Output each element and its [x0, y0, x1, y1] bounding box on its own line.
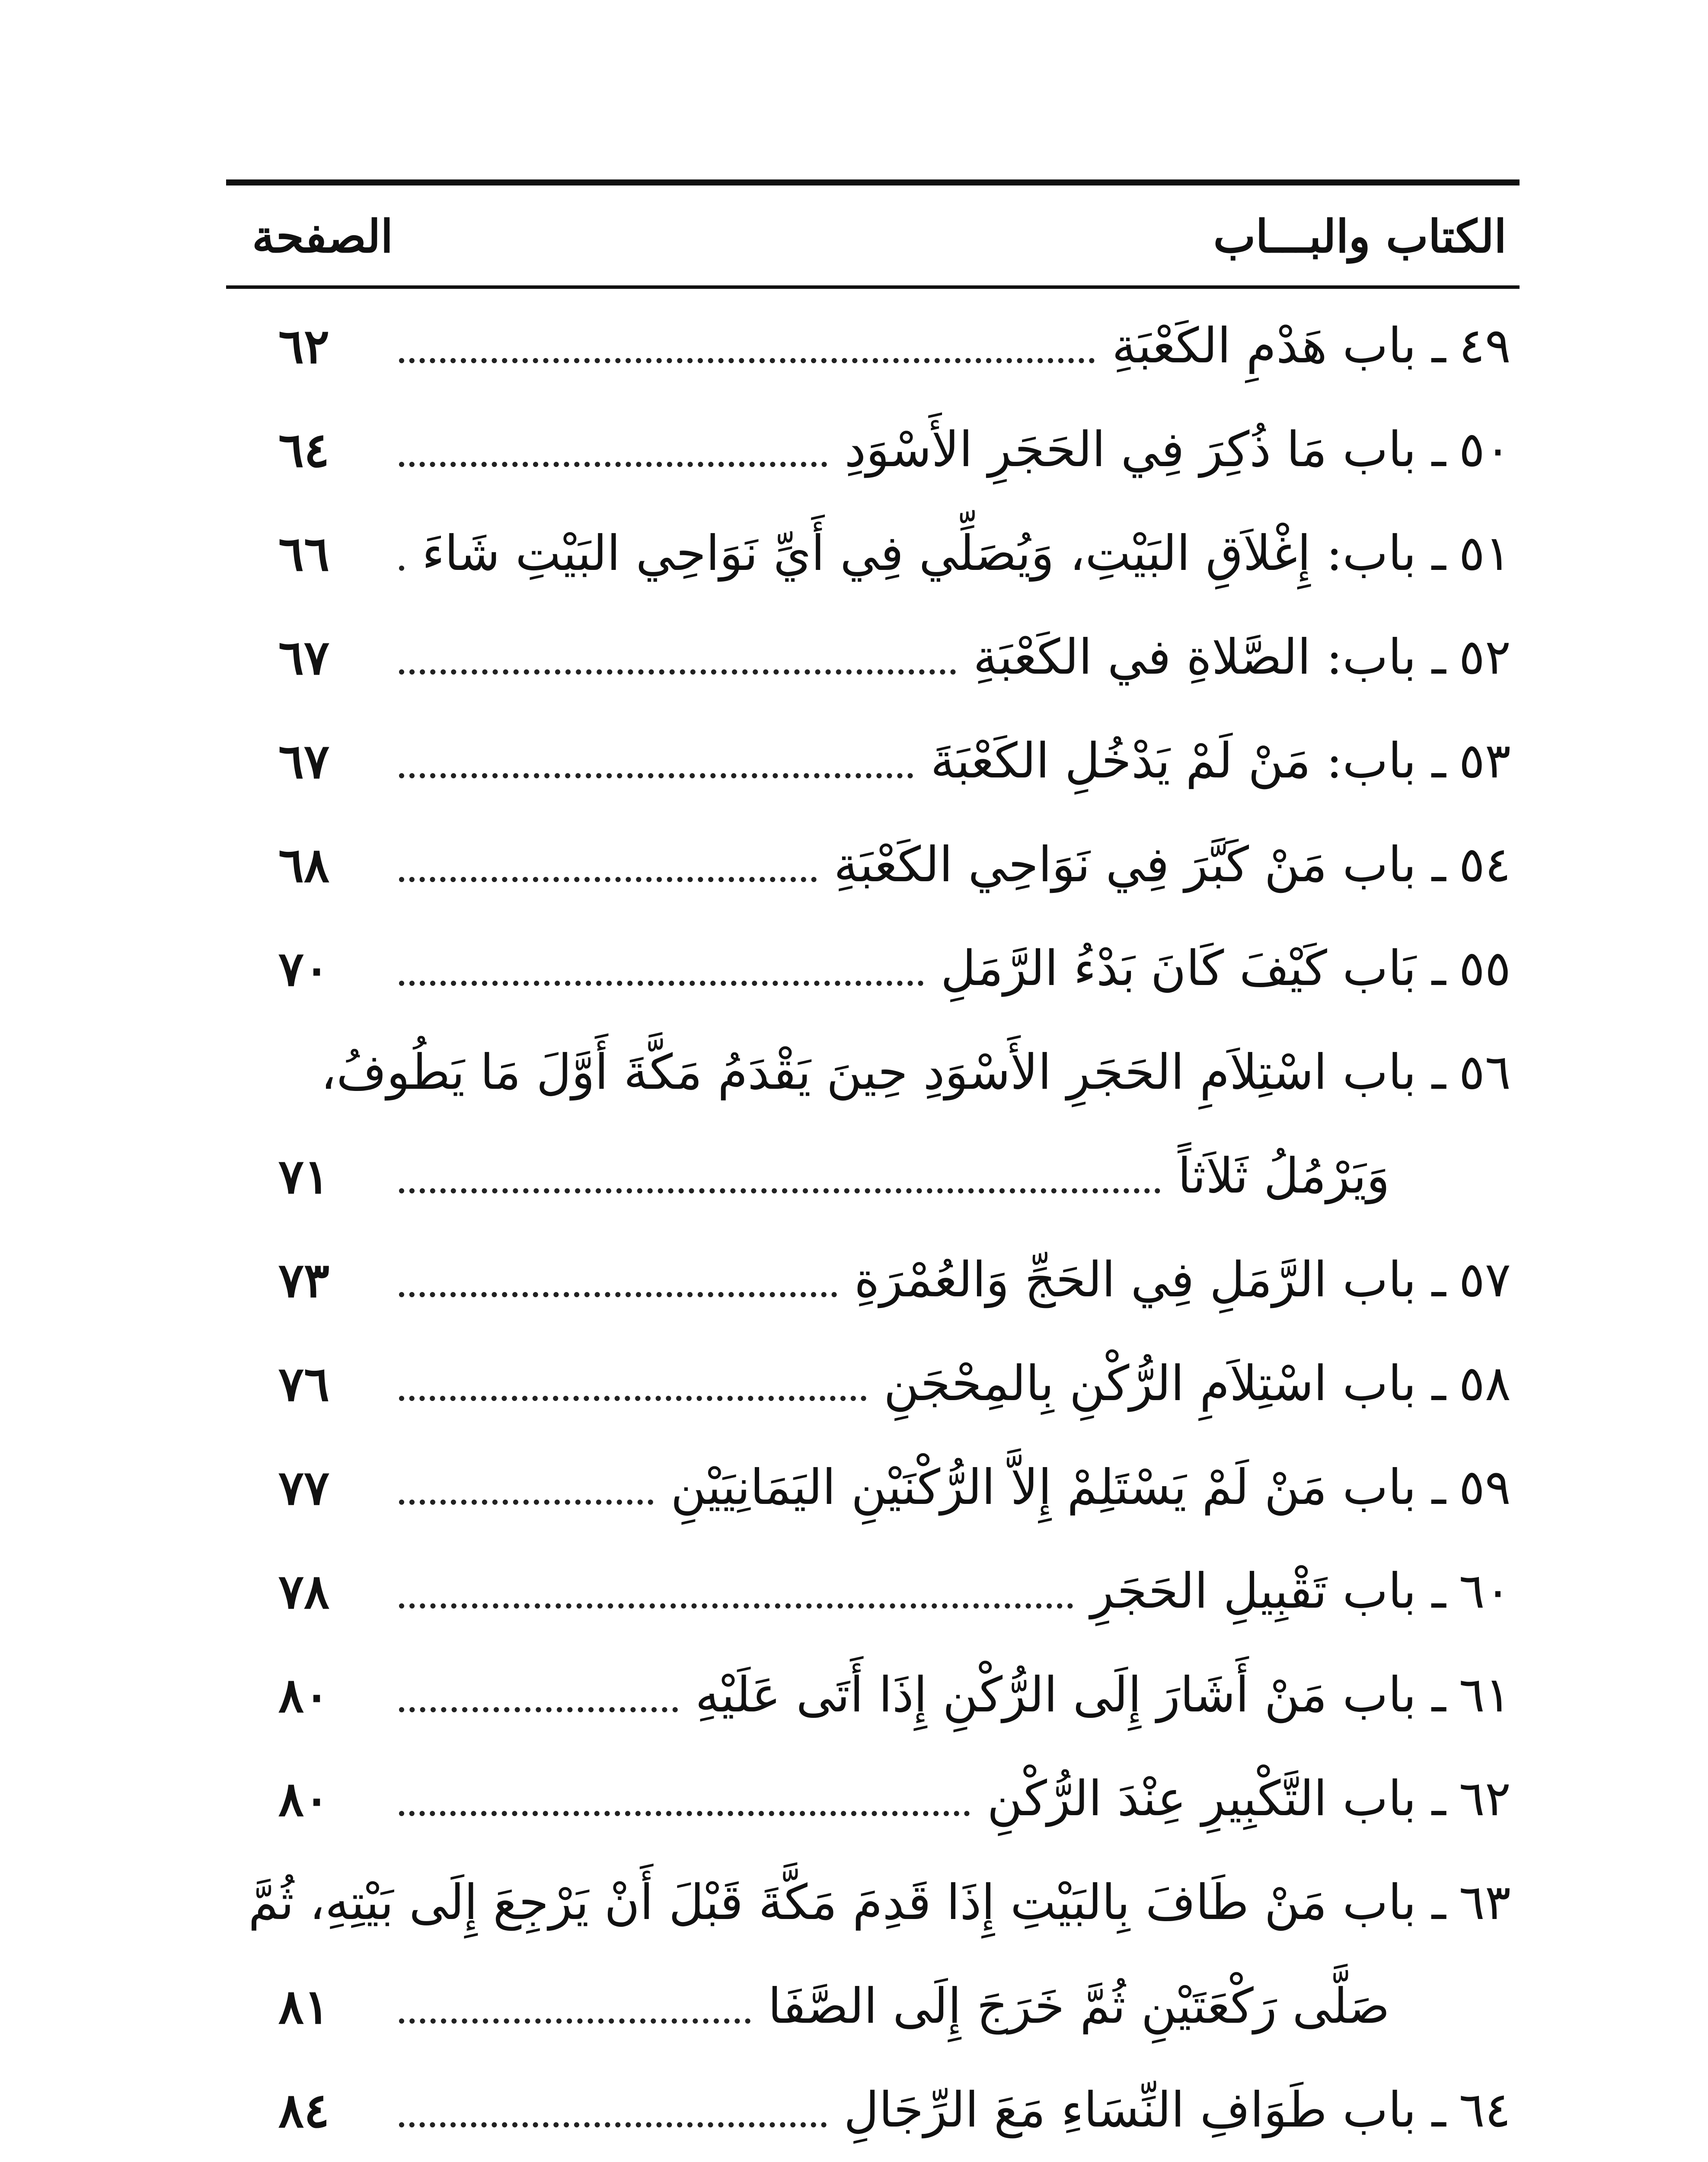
- toc-entry-dash: ـ: [1416, 422, 1446, 478]
- toc-entry-number: ٤٩: [1459, 318, 1511, 374]
- toc-entry-dash: ـ: [1416, 2082, 1446, 2138]
- toc-entry-text: باب مَنْ طَافَ بِالبَيْتِ إِذَا قَدِمَ مَكَّةَ قَبْلَ أَنْ يَرْجِعَ إِلَى بَيْتِهِ، ثُمَّ: [248, 1874, 1417, 1931]
- toc-entry-text: باب: الصَّلاةِ في الكَعْبَةِ: [973, 629, 1417, 685]
- dot-leader: [399, 1811, 970, 1816]
- toc-entry-number: ٦٢: [1459, 1771, 1511, 1827]
- toc-entry-line: [226, 398, 1520, 502]
- dot-leader: [399, 1188, 1160, 1193]
- toc-entry-dash: ـ: [1416, 1667, 1446, 1723]
- toc-entry-page: ٨٠: [278, 1667, 330, 1723]
- dot-leader: [399, 877, 817, 882]
- toc-entry-title: [973, 629, 1520, 685]
- toc-entry-number: ٦٤: [1459, 2082, 1511, 2138]
- toc-entry-title: [930, 733, 1520, 789]
- toc-entry-title: [1090, 1563, 1520, 1619]
- toc-entry-line: [226, 1954, 1520, 2058]
- toc-entry-number: ٥٠: [1459, 422, 1511, 478]
- toc-entry-text: باب: إِغْلاَقِ البَيْتِ، وَيُصَلِّي فِي أَيِّ نَوَاحِي البَيْتِ شَاءَ: [421, 525, 1417, 582]
- toc-entry: [226, 1851, 1520, 2058]
- toc-entry: [226, 1436, 1520, 1539]
- toc-entry: [226, 813, 1520, 917]
- toc-list: [226, 294, 1520, 2162]
- toc-entry-line: [226, 1539, 1520, 1643]
- toc-entry-page: ٦٧: [278, 629, 330, 685]
- toc-entry-page: ٨٠: [278, 1771, 330, 1827]
- toc-entry-text: باب اسْتِلاَمِ الحَجَرِ الأَسْوَدِ حِينَ يَقْدَمُ مَكَّةَ أَوَّلَ مَا يَطُوفُ،: [320, 1044, 1417, 1100]
- toc-entry-title: [248, 1874, 1520, 1931]
- toc-entry-text: باب هَدْمِ الكَعْبَةِ: [1112, 318, 1417, 374]
- toc-entry-line: [226, 1436, 1520, 1539]
- toc-entry-dash: ـ: [1416, 1252, 1446, 1308]
- toc-entry-dash: ـ: [1416, 1044, 1446, 1100]
- toc-entry-title: [844, 2082, 1520, 2138]
- toc-entry-text: باب التَّكْبِيرِ عِنْدَ الرُّكْنِ: [987, 1771, 1417, 1827]
- toc-entry-line: [226, 294, 1520, 398]
- toc-entry-text: باب مَنْ أَشَارَ إِلَى الرُّكْنِ إِذَا أَتَى عَلَيْهِ: [695, 1667, 1417, 1723]
- toc-entry-page: ٦٢: [278, 318, 330, 374]
- toc-entry-title: [987, 1771, 1520, 1827]
- toc-entry: [226, 917, 1520, 1020]
- toc-entry-number: ٦٣: [1459, 1874, 1511, 1931]
- dot-leader: [399, 669, 956, 675]
- toc-entry-page: ٧٠: [278, 940, 330, 997]
- toc-entry-number: ٥٨: [1459, 1356, 1511, 1412]
- dot-leader: [399, 2122, 827, 2127]
- dot-leader: [399, 566, 405, 571]
- toc-entry-text: باب مَنْ لَمْ يَسْتَلِمْ إِلاَّ الرُّكْنَيْنِ اليَمَانِيَيْنِ: [670, 1459, 1417, 1516]
- toc-entry-title: [884, 1356, 1520, 1412]
- dot-leader: [399, 1500, 653, 1505]
- toc-entry-line: [226, 605, 1520, 709]
- toc-entry-number: ٦٠: [1459, 1563, 1511, 1619]
- toc-entry-page: ٧١: [278, 1148, 330, 1204]
- toc-entry-text: باب مَا ذُكِرَ فِي الحَجَرِ الأَسْوَدِ: [844, 422, 1417, 478]
- toc-entry-dash: ـ: [1416, 837, 1446, 893]
- toc-entry: [226, 398, 1520, 502]
- toc-entry-number: ٥٢: [1459, 629, 1511, 685]
- toc-entry: [226, 1228, 1520, 1332]
- toc-entry-text: باب: مَنْ لَمْ يَدْخُلِ الكَعْبَةَ: [930, 733, 1417, 789]
- dot-leader: [399, 1603, 1073, 1609]
- toc-entry: [226, 1539, 1520, 1643]
- toc-entry: [226, 605, 1520, 709]
- toc-entry-line: [226, 1851, 1520, 1954]
- dot-leader: [399, 1707, 678, 1712]
- toc-entry-page: ٨٤: [278, 2082, 330, 2138]
- toc-entry-number: ٥٩: [1459, 1459, 1511, 1516]
- toc-entry-number: ٥٥: [1459, 940, 1511, 997]
- toc-entry-line: [226, 1643, 1520, 1747]
- toc-entry-text: باب اسْتِلاَمِ الرُّكْنِ بِالمِحْجَنِ: [884, 1356, 1417, 1412]
- toc-entry-title: [321, 1044, 1520, 1100]
- toc-entry-line: [226, 813, 1520, 917]
- dot-leader: [399, 1396, 866, 1401]
- toc-entry-page: ٧٧: [278, 1459, 330, 1516]
- toc-entry-page: ٨١: [278, 1978, 330, 2034]
- toc-entry-title: [941, 940, 1520, 997]
- toc-entry-dash: ـ: [1416, 1563, 1446, 1619]
- toc-entry: [226, 2058, 1520, 2162]
- toc-entry-number: ٥٣: [1459, 733, 1511, 789]
- toc-entry-title: [834, 837, 1520, 893]
- dot-leader: [399, 358, 1095, 363]
- toc-entry-title: [854, 1252, 1520, 1308]
- dot-leader: [399, 2018, 750, 2024]
- toc-entry-text: باب مَنْ كَبَّرَ فِي نَوَاحِي الكَعْبَةِ: [833, 837, 1417, 893]
- toc-entry-page: ٧٨: [278, 1563, 330, 1619]
- toc-entry-number: ٥٦: [1459, 1044, 1511, 1100]
- toc-entry-dash: ـ: [1416, 525, 1446, 582]
- toc-entry-title: [768, 1978, 1520, 2034]
- dot-leader: [399, 981, 923, 986]
- header-title: الكتاب والبـــاب: [1213, 210, 1507, 263]
- toc-entry-line: [226, 1332, 1520, 1436]
- toc-entry-line: [226, 709, 1520, 813]
- toc-entry-dash: ـ: [1416, 1356, 1446, 1412]
- toc-entry-text: باب تَقْبِيلِ الحَجَرِ: [1090, 1563, 1417, 1619]
- toc-entry-dash: ـ: [1416, 318, 1446, 374]
- header-rule: [226, 285, 1520, 289]
- toc-entry-page: ٦٦: [278, 525, 330, 582]
- toc-entry-dash: ـ: [1416, 1459, 1446, 1516]
- dot-leader: [399, 462, 827, 467]
- toc-entry-dash: ـ: [1416, 1874, 1446, 1931]
- toc-entry-dash: ـ: [1416, 1771, 1446, 1827]
- toc-entry-page: ٧٣: [278, 1252, 330, 1308]
- toc-entry: [226, 294, 1520, 398]
- toc-entry-title: [1112, 318, 1520, 374]
- header-page-label: الصفحة: [252, 210, 393, 263]
- toc-entry: [226, 1020, 1520, 1228]
- toc-entry: [226, 1643, 1520, 1747]
- toc-entry-line: [226, 1020, 1520, 1124]
- dot-leader: [399, 773, 913, 778]
- toc-entry-text: بَاب كَيْفَ كَانَ بَدْءُ الرَّمَلِ: [940, 940, 1417, 997]
- toc-entry-text: باب الرَّمَلِ فِي الحَجِّ وَالعُمْرَةِ: [854, 1252, 1417, 1308]
- toc-entry: [226, 502, 1520, 605]
- toc-entry-number: ٦١: [1459, 1667, 1511, 1723]
- toc-entry: [226, 709, 1520, 813]
- toc-entry-title: [695, 1667, 1520, 1723]
- toc-entry-line: [226, 2058, 1520, 2162]
- toc-entry-page: ٦٧: [278, 733, 330, 789]
- toc-entry-page: ٧٦: [278, 1356, 330, 1412]
- toc-entry-text: باب طَوَافِ النِّسَاءِ مَعَ الرِّجَالِ: [843, 2082, 1417, 2138]
- toc-entry-number: ٥٤: [1459, 837, 1511, 893]
- toc-entry-title: [422, 525, 1520, 582]
- toc-entry-text: صَلَّى رَكْعَتَيْنِ ثُمَّ خَرَجَ إِلَى الصَّفَا: [768, 1978, 1390, 2034]
- dot-leader: [399, 1292, 837, 1297]
- toc-entry-line: [226, 1228, 1520, 1332]
- toc-entry-line: [226, 1747, 1520, 1851]
- toc-entry-text: وَيَرْمُلُ ثَلاَثاً: [1178, 1148, 1390, 1204]
- toc-entry-title: [1178, 1148, 1520, 1204]
- top-rule: [226, 179, 1520, 185]
- toc-entry: [226, 1332, 1520, 1436]
- toc-entry: [226, 1747, 1520, 1851]
- toc-entry-dash: ـ: [1416, 733, 1446, 789]
- toc-entry-title: [670, 1459, 1520, 1516]
- toc-entry-line: [226, 1124, 1520, 1228]
- toc-entry-page: ٦٤: [278, 422, 330, 478]
- toc-entry-number: ٥١: [1459, 525, 1511, 582]
- toc-entry-title: [844, 422, 1520, 478]
- toc-entry-dash: ـ: [1416, 940, 1446, 997]
- toc-entry-line: [226, 502, 1520, 605]
- toc-entry-line: [226, 917, 1520, 1020]
- toc-entry-number: ٥٧: [1459, 1252, 1511, 1308]
- toc-entry-page: ٦٨: [278, 837, 330, 893]
- table-header: [226, 190, 1520, 281]
- toc-entry-dash: ـ: [1416, 629, 1446, 685]
